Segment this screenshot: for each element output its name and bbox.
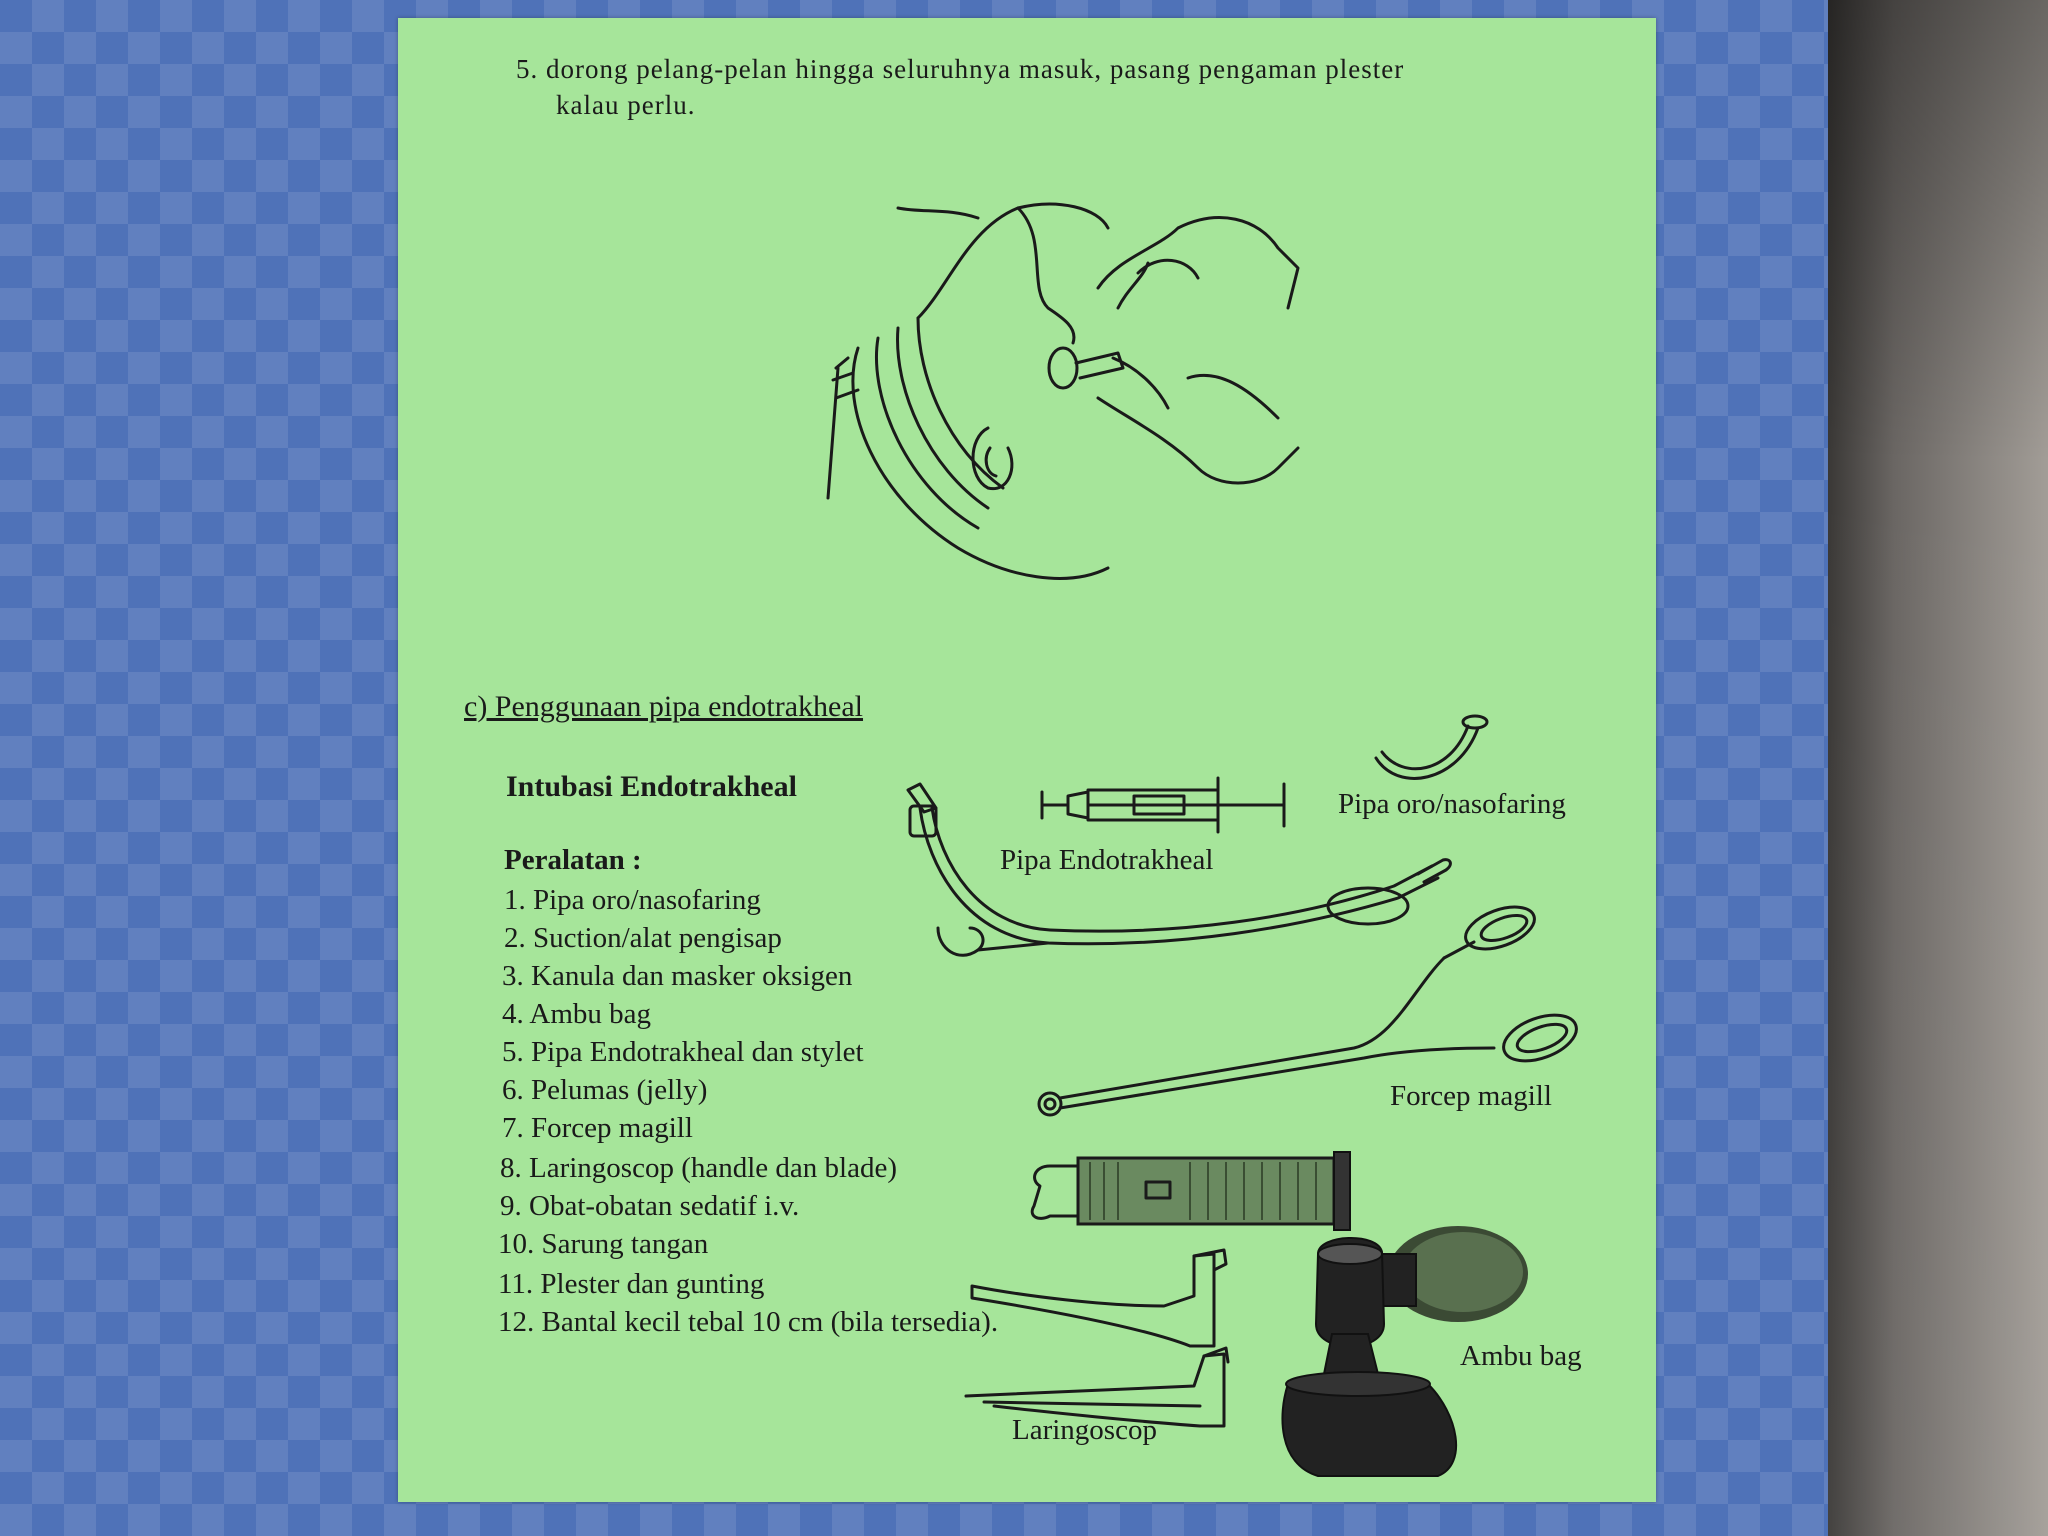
equipment-item: 10. Sarung tangan bbox=[498, 1228, 709, 1260]
nasal-tube-insertion-illustration bbox=[718, 168, 1358, 618]
caption-ambu-bag: Ambu bag bbox=[1460, 1340, 1582, 1372]
caption-pipa-endotrakheal: Pipa Endotrakheal bbox=[1000, 844, 1214, 876]
step-5-line-2: kalau perlu. bbox=[556, 90, 696, 120]
equipment-item: 5. Pipa Endotrakheal dan stylet bbox=[502, 1036, 864, 1068]
equipment-item: 9. Obat-obatan sedatif i.v. bbox=[500, 1190, 800, 1222]
right-decorative-bar bbox=[1828, 0, 2048, 1536]
equipment-item: 2. Suction/alat pengisap bbox=[504, 922, 782, 954]
ambu-bag-icon bbox=[1258, 1214, 1538, 1484]
equipment-item: 8. Laringoscop (handle dan blade) bbox=[500, 1152, 897, 1184]
caption-forcep-magill: Forcep magill bbox=[1390, 1080, 1552, 1112]
equipment-item: 12. Bantal kecil tebal 10 cm (bila tersedia). bbox=[498, 1306, 999, 1338]
intubasi-title: Intubasi Endotrakheal bbox=[506, 770, 797, 803]
peralatan-label: Peralatan : bbox=[504, 844, 642, 876]
section-c-heading: c) Penggunaan pipa endotrakheal bbox=[464, 690, 864, 723]
scanned-document-page bbox=[398, 18, 1656, 1502]
equipment-item: 4. Ambu bag bbox=[502, 998, 652, 1030]
equipment-item: 1. Pipa oro/nasofaring bbox=[504, 884, 761, 916]
equipment-item: 11. Plester dan gunting bbox=[498, 1268, 765, 1300]
caption-laringoscop: Laringoscop bbox=[1012, 1414, 1157, 1446]
equipment-item: 6. Pelumas (jelly) bbox=[502, 1074, 708, 1106]
step-5-line-1: 5. dorong pelang-pelan hingga seluruhnya masuk, pasang pengaman plester bbox=[516, 54, 1405, 84]
pipa-oro-nasofaring-icon bbox=[1368, 708, 1498, 788]
laringoscop-blade-icon bbox=[964, 1236, 1264, 1436]
caption-pipa-oro-nasofaring: Pipa oro/nasofaring bbox=[1338, 788, 1566, 820]
equipment-item: 7. Forcep magill bbox=[502, 1112, 693, 1144]
forcep-magill-icon bbox=[1034, 898, 1574, 1128]
equipment-item: 3. Kanula dan masker oksigen bbox=[502, 960, 853, 992]
